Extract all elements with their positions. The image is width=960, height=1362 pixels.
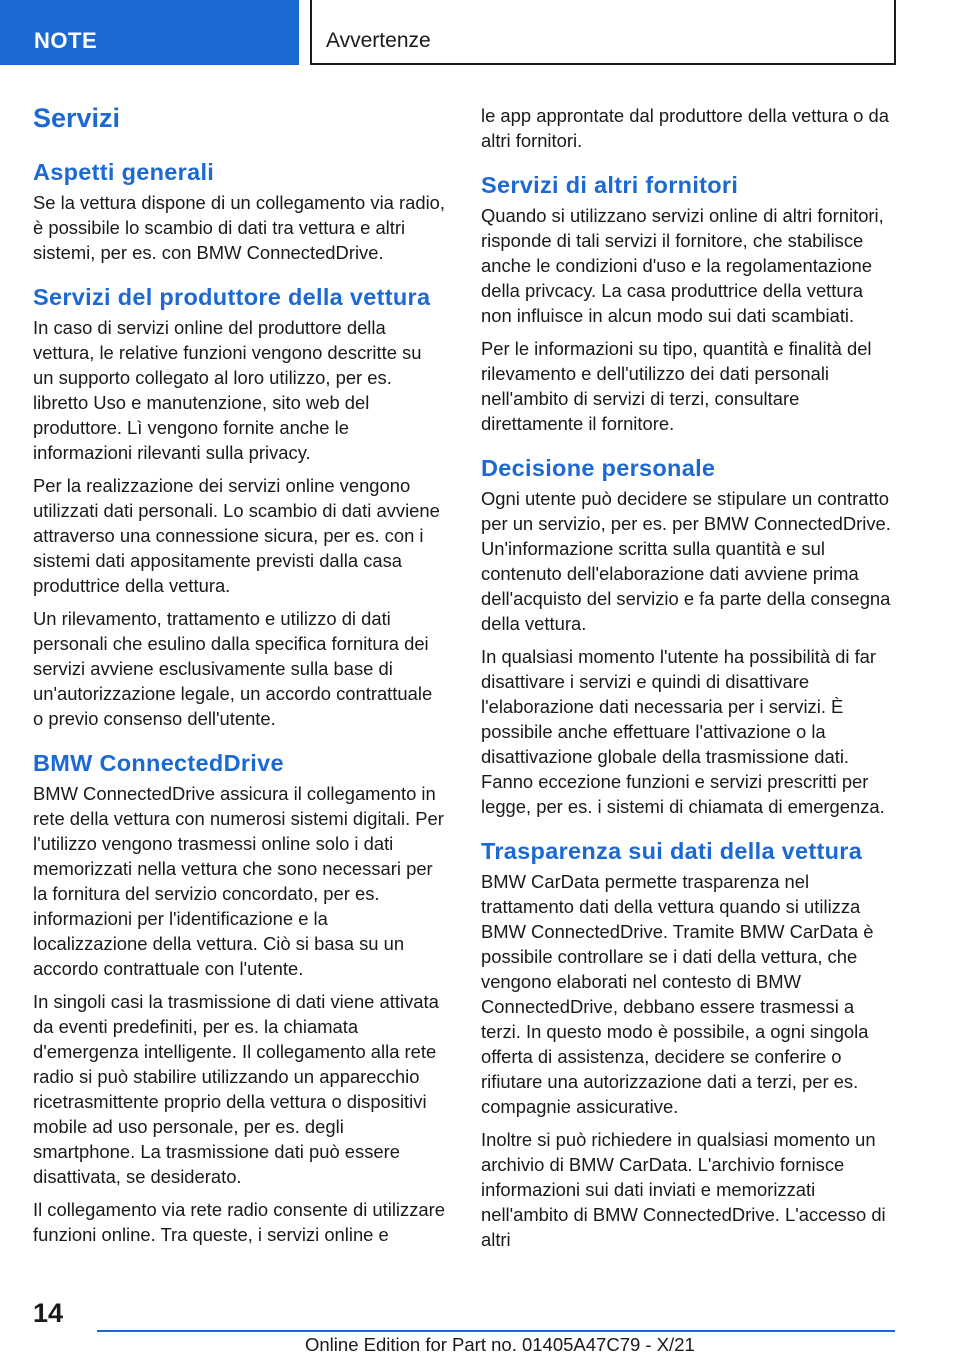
paragraph: Ogni utente può decidere se stipulare un contratto per un servizio, per es. per BMW ConnectedDrive. Un'informazione scritta sulla quantità e sul contenuto dell'elaborazione dati avviene prima dell'acquisto del servizio e fa parte della consegna della vettura.: [481, 488, 891, 634]
section-heading: Aspetti generali: [33, 159, 215, 185]
section-heading: Servizi di altri fornitori: [481, 172, 739, 198]
paragraph: In caso di servizi online del produttore della vettura, le relative funzioni vengono descritte su un supporto collegato al loro utilizzo, per es. libretto Uso e manutenzione, sito web del produttore. Lì vengono fornite anche le informazioni rilevanti sulla privacy.: [33, 317, 422, 463]
page-title: Servizi: [33, 103, 121, 133]
left-column: [33, 100, 447, 1255]
paragraph: Il collegamento via rete radio consente di utilizzare funzioni online. Tra queste, i servizi online e: [33, 1199, 445, 1245]
right-column: [481, 103, 895, 1260]
paragraph: Quando si utilizzano servizi online di altri fornitori, risponde di tali servizi il fornitore, che stabilisce anche le condizioni d'uso e la regolamentazione della privcacy. La casa produttrice della vettura non influisce in alcun modo sui dati scambiati.: [481, 205, 884, 326]
footer-divider: [97, 1330, 895, 1332]
paragraph: Per la realizzazione dei servizi online vengono utilizzati dati personali. Lo scambio di dati avviene attraverso una connessione sicura, per es. con i sistemi dati appositamente previsti dalla casa produttrice della vettura.: [33, 475, 440, 596]
section-heading: Trasparenza sui dati della vettura: [481, 838, 863, 864]
paragraph: In singoli casi la trasmissione di dati viene attivata da eventi predefiniti, per es. la chiamata d'emergenza intelligente. Il collegamento alla rete radio si può stabilire utilizzando un apparecchio ricetrasmittente proprio della vettura o dispositivi mobile ad uso personale, per es. degli smartphone. La trasmissione dati può essere disattivata, se desiderato.: [33, 991, 439, 1187]
paragraph: Un rilevamento, trattamento e utilizzo di dati personali che esulino dalla specifica fornitura dei servizi avviene esclusivamente sulla base di un'autorizzazione legale, un accordo contrattuale o previo consenso dell'utente.: [33, 608, 433, 729]
paragraph: Per le informazioni su tipo, quantità e finalità del rilevamento e dell'utilizzo dei dati personali nell'ambito di servizi di terzi, consultare direttamente il fornitore.: [481, 338, 872, 434]
footer-edition-text: Online Edition for Part no. 01405A47C79 - X/21: [305, 1334, 695, 1355]
page-number: 14: [33, 1298, 64, 1328]
paragraph: Se la vettura dispone di un collegamento via radio, è possibile lo scambio di dati tra vettura e altri sistemi, per es. con BMW ConnectedDrive.: [33, 192, 446, 263]
header-tab: NOTE: [0, 0, 299, 65]
header-section-title: Avvertenze: [310, 0, 896, 65]
paragraph: Inoltre si può richiedere in qualsiasi momento un archivio di BMW CarData. L'archivio fornisce informazioni sui dati inviati e memorizzati nell'ambito di BMW ConnectedDrive. L'accesso di altri: [481, 1129, 886, 1250]
section-heading: Servizi del produttore della vettura: [33, 284, 431, 310]
paragraph: BMW CarData permette trasparenza nel trattamento dati della vettura quando si utilizza BMW ConnectedDrive. Tramite BMW CarData è possibile controllare se i dati della vettura, che vengono elaborati nel contesto di BMW ConnectedDrive, debbano essere trasmessi a terzi. In questo modo è possibile, a ogni singola offerta di assistenza, decidere se conferire o rifiutare una autorizzazione dati a terzi, per es. compagnie assicurative.: [481, 871, 874, 1117]
section-heading: BMW ConnectedDrive: [33, 750, 284, 776]
paragraph: BMW ConnectedDrive assicura il collegamento in rete della vettura con numerosi sistemi digitali. Per l'utilizzo vengono trasmessi online solo i dati memorizzati nella vettura che sono necessari per la fornitura del servizio concordato, per es. informazioni per l'identificazione e la localizzazione della vettura. Ciò si basa su un accordo contrattuale con l'utente.: [33, 783, 444, 979]
paragraph: In qualsiasi momento l'utente ha possibilità di far disattivare i servizi e quindi di disattivare l'elaborazione dati necessaria per i servizi. È possibile anche effettuare l'attivazione o la disattivazione globale della trasmissione dati. Fanno eccezione funzioni e servizi prescritti per legge, per es. i sistemi di chiamata di emergenza.: [481, 646, 885, 817]
continued-paragraph: le app approntate dal produttore della vettura o da altri fornitori.: [481, 105, 889, 151]
section-heading: Decisione personale: [481, 455, 716, 481]
